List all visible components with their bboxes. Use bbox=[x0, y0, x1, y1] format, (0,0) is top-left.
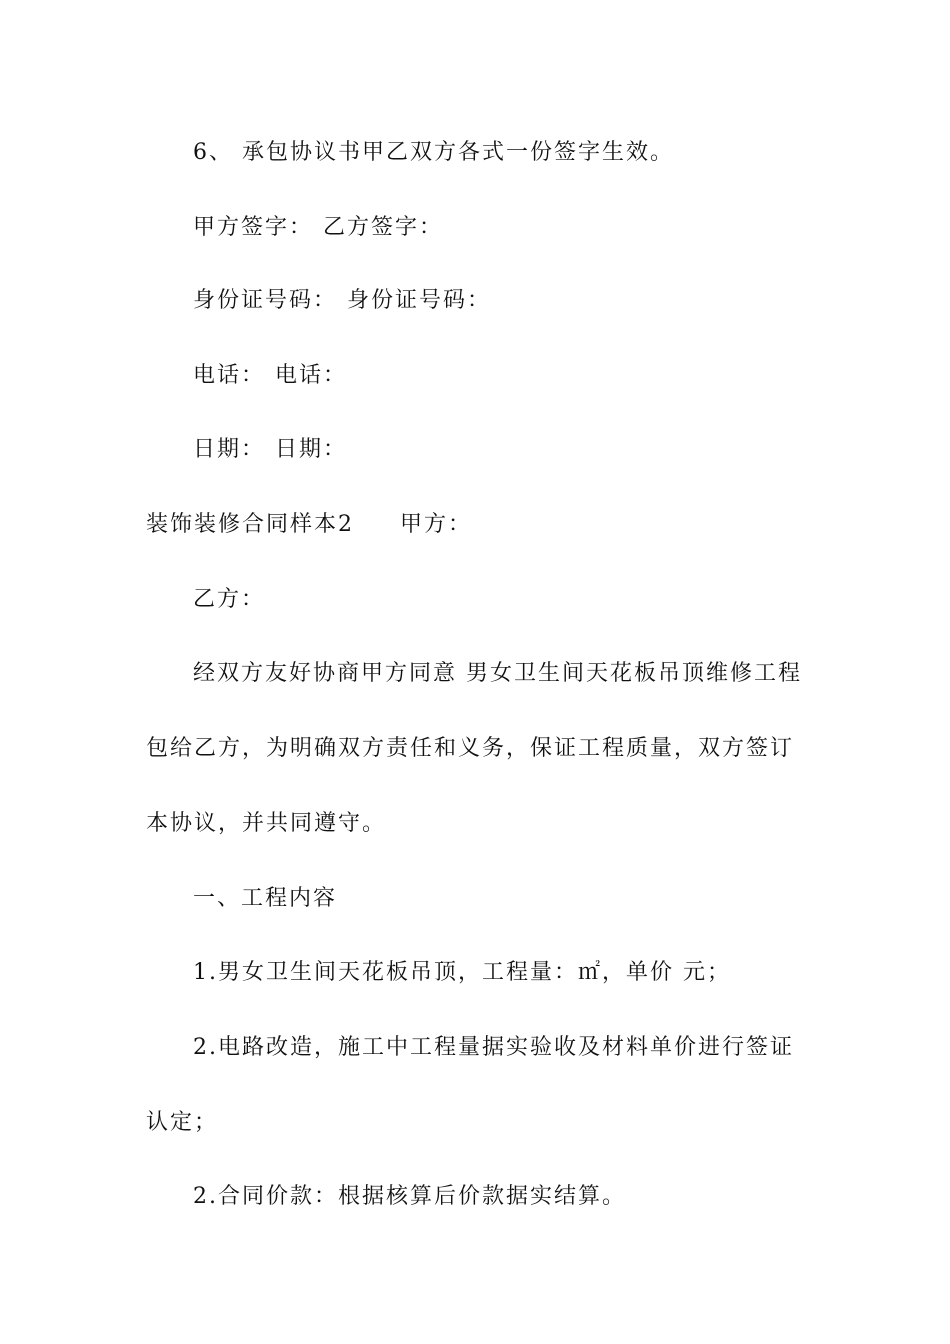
section-1-heading: 一、工程内容 bbox=[193, 886, 338, 911]
clause-6: 6、 承包协议书甲乙双方各式一份签字生效。 bbox=[193, 140, 674, 165]
work-item-2-line-1: 2.电路改造，施工中工程量据实验收及材料单价进行签证 bbox=[193, 1035, 794, 1060]
phone-row bbox=[193, 361, 347, 391]
party-b-id-label: 身份证号码： bbox=[347, 288, 492, 313]
intro-paragraph-line-3: 本协议，并共同遵守。 bbox=[146, 811, 387, 836]
contract-price-item: 2.合同价款：根据核算后价款据实结算。 bbox=[193, 1184, 626, 1209]
intro-paragraph-line-1: 经双方友好协商甲方同意 男女卫生间天花板吊顶维修工程 bbox=[193, 661, 802, 686]
party-b-date-label: 日期： bbox=[275, 437, 348, 462]
party-a-signature-label: 甲方签字： bbox=[193, 215, 314, 240]
party-b-label: 乙方： bbox=[193, 587, 266, 612]
signature-row bbox=[193, 213, 443, 243]
work-item-1: 1.男女卫生间天花板吊顶，工程量：㎡，单价 元； bbox=[193, 960, 731, 985]
id-number-row bbox=[193, 286, 491, 316]
party-a-id-label: 身份证号码： bbox=[193, 288, 338, 313]
party-a-label: 甲方： bbox=[400, 512, 473, 537]
party-a-date-label: 日期： bbox=[193, 437, 266, 462]
contract-2-title: 装饰装修合同样本2 bbox=[146, 512, 354, 537]
date-row bbox=[193, 435, 347, 465]
intro-paragraph-line-2: 包给乙方，为明确双方责任和义务，保证工程质量，双方签订 bbox=[146, 736, 795, 761]
contract-2-title-row bbox=[146, 510, 472, 540]
party-b-phone-label: 电话： bbox=[275, 363, 348, 388]
party-a-phone-label: 电话： bbox=[193, 363, 266, 388]
work-item-2-line-2: 认定； bbox=[146, 1110, 219, 1135]
party-b-signature-label: 乙方签字： bbox=[323, 215, 444, 240]
